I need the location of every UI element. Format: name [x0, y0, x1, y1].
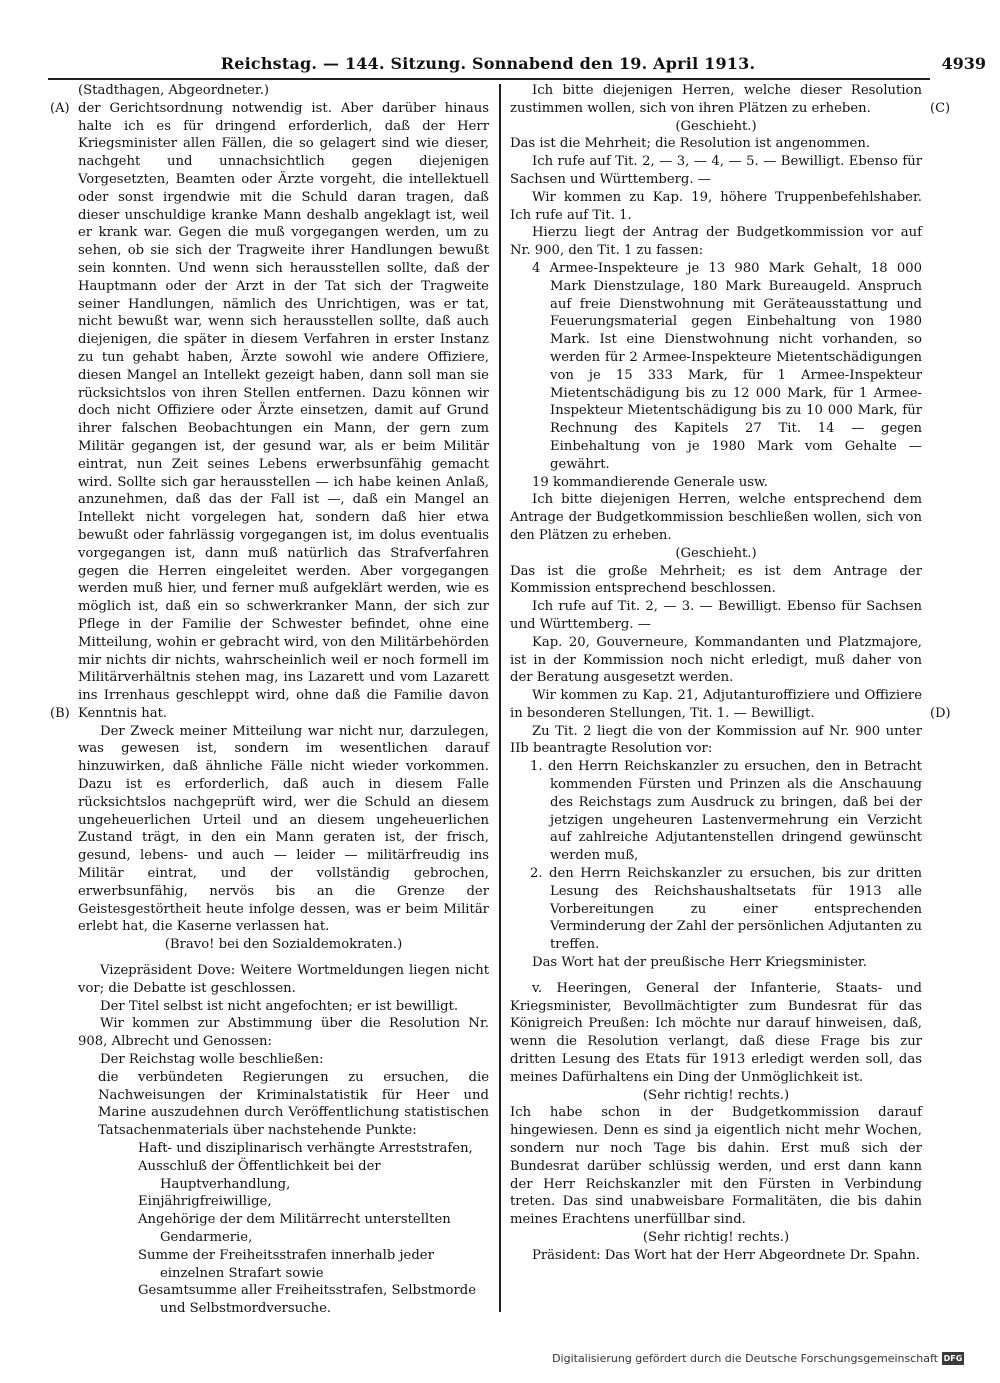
paragraph: Der Titel selbst ist nicht angefochten; er ist bewilligt.: [100, 998, 459, 1014]
interjection: (Bravo! bei den Sozialdemokraten.): [164, 937, 403, 953]
margin-mark-a: (A): [50, 101, 70, 116]
paragraph: Ich habe schon in der Budgetkommission darauf hingewiesen. Denn es sind ja eigentlich nicht mehr Wochen, sondern nur noch Tage bis dahin. Erst muß sich der Bundesrat darüber schlüssig werden, und erst dann kann der Herr Reichskanzler mit den Fürsten in Verbindung treten. Das sind unabweisbare Formalitäten, die bis dahin meines Erachtens unerfüllbar sind.: [510, 1105, 922, 1228]
paragraph: Hierzu liegt der Antrag der Budgetkommission vor auf Nr. 900, den Tit. 1 zu fassen:: [510, 225, 922, 259]
paragraph: Präsident: Das Wort hat der Herr Abgeordnete Dr. Spahn.: [532, 1247, 920, 1263]
paragraph: Wir kommen zu Kap. 21, Adjutanturoffiziere und Offiziere in besonderen Stellungen, Tit. 1. — Bewilligt.: [510, 688, 922, 721]
paragraph: Ich bitte diejenigen Herren, welche entsprechend dem Antrage der Budgetkommission beschließen wollen, sich von den Plätzen zu erheben.: [510, 492, 922, 543]
paragraph: Vizepräsident Dove: Weitere Wortmeldungen liegen nicht vor; die Debatte ist geschlossen.: [78, 963, 489, 996]
left-column: [78, 82, 489, 1318]
resolution-text: die verbündeten Regierungen zu ersuchen, die Nachweisungen der Kriminalstatistik für Heer und Marine auszudehnen durch Veröffentlichung statistischen Tatsachenmaterials über nachstehende Punkte:: [98, 1069, 489, 1139]
list-item: Angehörige der dem Militärrecht unterstellten Gendarmerie,: [138, 1212, 451, 1245]
paragraph: Das ist die große Mehrheit; es ist dem Antrage der Kommission entsprechend beschlossen.: [510, 563, 922, 597]
right-column: [510, 82, 922, 1265]
footer-text: Digitalisierung gefördert durch die Deutsche Forschungsgemeinschaft: [552, 1351, 938, 1365]
paragraph: Das ist die Mehrheit; die Resolution ist angenommen.: [510, 136, 871, 152]
paragraph: v. Heeringen, General der Infanterie, Staats- und Kriegsminister, Bevollmächtigter zum Bundesrat für das Königreich Preußen: Ich möchte nur darauf hinweisen, daß, wenn die Resolution verlangt, daß diese Frage bis zur dritten Lesung des Etats für 1913 erledigt werden soll, das meines Dafürhaltens ein Ding der Unmöglichkeit ist.: [510, 980, 922, 1085]
paragraph: Ich rufe auf Tit. 2, — 3, — 4, — 5. — Bewilligt. Ebenso für Sachsen und Württemberg. —: [510, 154, 922, 187]
paragraph: Wir kommen zu Kap. 19, höhere Truppenbefehlshaber. Ich rufe auf Tit. 1.: [510, 189, 922, 223]
paragraph: Kap. 20, Gouverneure, Kommandanten und Platzmajore, ist in der Kommission noch nicht erledigt, muß daher von der Beratung ausgesetzt werden.: [510, 634, 922, 686]
paragraph: Ich rufe auf Tit. 2, — 3. — Bewilligt. Ebenso für Sachsen und Württemberg. —: [510, 599, 922, 632]
paragraph: Der Zweck meiner Mitteilung war nicht nur, darzulegen, was gewesen ist, sondern im wesentlichen darauf hinzuwirken, daß ähnliche Fälle nicht wieder vorkommen. Dazu ist es erforderlich, daß auch in diesem Falle rücksichtslos nachgeprüft wird, wer die Schuld an diesem ungeheuerlichen Urteil und an diesem ungeheuerlichen Zustand trägt, in den ein Mann geraten ist, der frisch, gesund, lebens- und auch — leider — militärfreudig ins Militär eintrat, und der vollständig gebrochen, erwerbsunfähig, nervös bis an die Grenze der Geistesgestörtheit heute infolge dessen, was er beim Militär erlebt hat, die Kaserne verlassen hat.: [78, 723, 489, 935]
list-item: Haft- und disziplinarisch verhängte Arreststrafen,: [138, 1141, 473, 1157]
margin-mark-b: (B): [50, 706, 70, 721]
list-item: 2. den Herrn Reichskanzler zu ersuchen, bis zur dritten Lesung des Reichshaushaltsetats für 1913 alle Vorbereitungen zu einer entsprechenden Verminderung der Zahl der persönlichen Adjutanten zu treffen.: [530, 866, 922, 953]
paragraph: der Gerichtsordnung notwendig ist. Aber darüber hinaus halte ich es für dringend erforderlich, daß der Herr Kriegsminister allen Fällen, die so gelagert sind wie dieser, nachgeht und unnachsichtlich gegen diejenigen Vorgesetzten, Beamten oder Ärzte vorgeht, die intellektuell oder sonst irgendwie mit die Schuld daran tragen, daß dieser unschuldige kranke Mann deshalb angeklagt ist, weil er krank war. Gegen die muß vorgegangen werden, um zu sehen, ob sie sich der Tragweite ihrer Handlungen bewußt sein konnten. Und wenn sich herausstellen sollte, daß der Hauptmann oder der Arzt in der Tat sich der Tragweite seiner Handlungen, nämlich des Unrichtigen, was er tat, nicht bewußt war, wenn sich herausstellen sollte, daß auch diejenigen, die später in diesem Verfahren in erster Instanz zu tun gehabt haben, Ärzte sowohl wie andere Offiziere, diesen Mangel an Intellekt gezeigt haben, dann soll man sie rücksichtslos von ihren Stellen entfernen. Dazu können wir doch nicht Offiziere oder Ärzte einsetzen, damit auf Grund ihrer falschen Beobachtungen ein Mann, der gern zum Militär gegangen ist, der gesund war, als er beim Militär eintrat, nun Zeit seines Lebens erwerbsunfähig gemacht wird. Sollte sich gar herausstellen — ich habe keinen Anlaß, anzunehmen, daß das der Fall ist —, daß ein Mangel an Intellekt nicht vorgelegen hat, sondern daß hier etwa bewußt oder fahrlässig vorgegangen ist, im dolus eventualis vorgegangen ist, dann muß natürlich das Strafverfahren gegen die Herren eingeleitet werden. Aber vorgegangen werden muß hier, und ferner muß aufgeklärt werden, wie es möglich ist, daß ein so schwerkranker Mann, der sich zur Pflege in der Familie der Schwester befindet, ohne eine Mitteilung, wohin er gebracht wird, von den Militärbehörden mir nichts dir nichts, wahrscheinlich weil er noch formell im Militärverhältnis stehen mag, ins Lazarett und vom Lazarett ins Irrenhaus geschleppt wird, ohne daß die Familie davon Kenntnis hat.: [78, 100, 489, 721]
interjection: (Geschieht.): [675, 118, 757, 134]
header-title: Reichstag. — 144. Sitzung. Sonnabend den 19. April 1913.: [220, 54, 756, 73]
column-divider: [499, 84, 501, 1312]
paragraph: Der Reichstag wolle beschließen:: [100, 1052, 324, 1068]
page-number: 4939: [941, 54, 986, 73]
margin-mark-c: (C): [930, 101, 951, 116]
page-header: [48, 54, 986, 76]
paragraph: Ich bitte diejenigen Herren, welche dieser Resolution zustimmen wollen, sich von ihren Plätzen zu erheben.: [510, 83, 922, 116]
footer: [552, 1351, 964, 1365]
margin-mark-d: (D): [930, 706, 951, 721]
list-item: Gesamtsumme aller Freiheitsstrafen, Selbstmorde und Selbstmordversuche.: [138, 1283, 477, 1317]
speaker-note: (Stadthagen, Abgeordneter.): [78, 83, 270, 98]
list-item: 1. den Herrn Reichskanzler zu ersuchen, den in Betracht kommenden Fürsten und Prinzen als die Anschauung des Reichstags zum Ausdruck zu bringen, daß bei der jetzigen ungeheuren Lastenvermehrung ein Verzicht auf zahlreiche Adjutantenstellen dringend gewünscht werden muß,: [530, 759, 922, 864]
interjection: (Sehr richtig! rechts.): [642, 1230, 790, 1245]
list-item: Summe der Freiheitsstrafen innerhalb jeder einzelnen Strafart sowie: [138, 1247, 434, 1281]
motion-text: 19 kommandierende Generale usw.: [532, 474, 768, 490]
list-item: Einjährigfreiwillige,: [138, 1194, 272, 1210]
paragraph: Wir kommen zur Abstimmung über die Resolution Nr. 908, Albrecht und Genossen:: [78, 1016, 489, 1050]
paragraph: Zu Tit. 2 liegt die von der Kommission auf Nr. 900 unter IIb beantragte Resolution vor:: [510, 723, 922, 757]
header-rule: [48, 78, 930, 80]
paragraph: Das Wort hat der preußische Herr Kriegsminister.: [532, 955, 867, 971]
interjection: (Sehr richtig! rechts.): [642, 1087, 790, 1103]
list-item: Ausschluß der Öffentlichkeit bei der Hauptverhandlung,: [138, 1158, 381, 1192]
motion-text: 4 Armee-Inspekteure je 13 980 Mark Gehalt, 18 000 Mark Dienstzulage, 180 Mark Bureaugeld. Anspruch auf freie Dienstwohnung mit Geräteausstattung und Feuerungsmaterial gegen Einbehaltung von 1980 Mark. Ist eine Dienstwohnung nicht vorhanden, so werden für 2 Armee-Inspekteure Mietentschädigungen von je 15 333 Mark, für 1 Armee-Inspekteur Mietentschädigung bis zu 12 000 Mark, für 1 Armee-Inspekteur Mietentschädigung bis zu 10 000 Mark, für Rechnung des Kapitels 27 Tit. 14 — gegen Einbehaltung von je 1980 Mark vom Gehalte — gewährt.: [532, 260, 922, 472]
interjection: (Geschieht.): [675, 545, 757, 561]
dfg-logo-icon: DFG: [943, 1353, 963, 1363]
